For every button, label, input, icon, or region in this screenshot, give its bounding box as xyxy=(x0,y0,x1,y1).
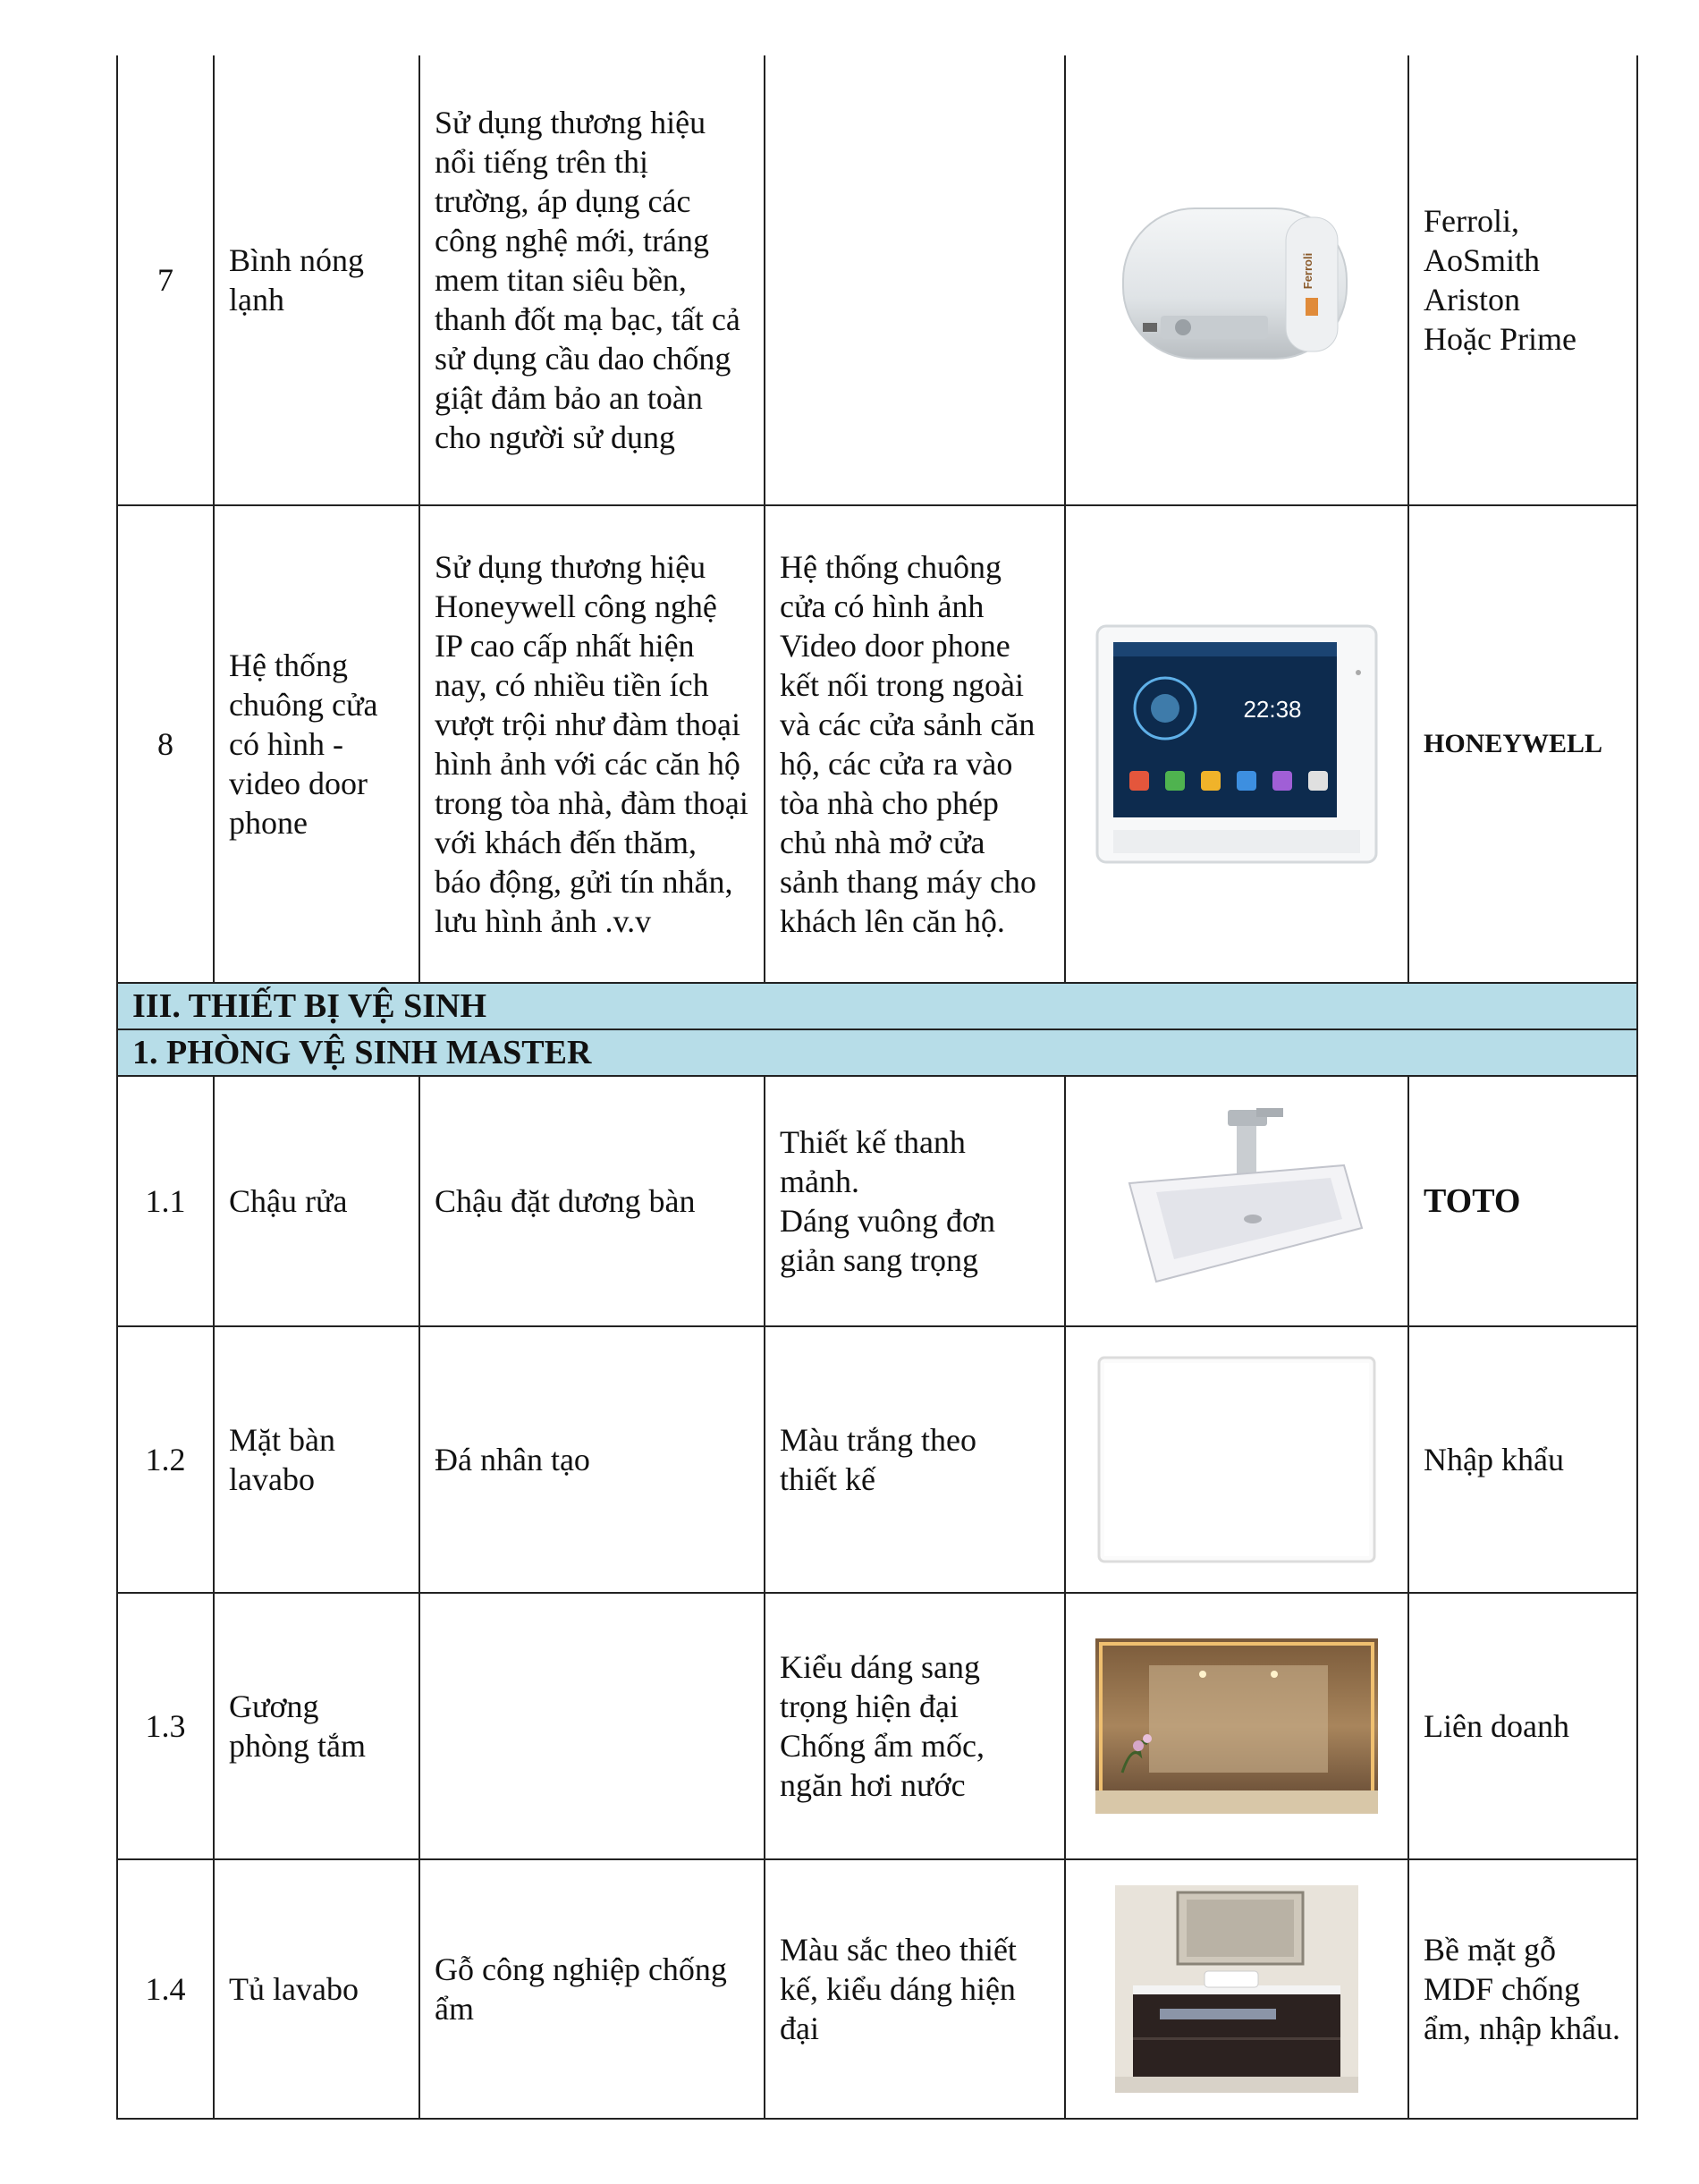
item-material xyxy=(419,1593,765,1859)
item-image-cell xyxy=(1065,1859,1408,2119)
item-brand: TOTO xyxy=(1408,1076,1637,1326)
item-material: Sử dụng thương hiệu nổi tiếng trên thị trường, áp dụng các công nghệ mới, tráng mem titan siêu bền, thanh đốt mạ bạc, tất cả sử dụng cầu dao chống giật đảm bảo an toàn cho người sử dụng xyxy=(419,55,765,505)
item-name: Bình nóng lạnh xyxy=(214,55,419,505)
water-heater-image xyxy=(1107,182,1366,378)
bathroom-mirror-image xyxy=(1095,1638,1378,1814)
item-name: Hệ thống chuông cửa có hình - video door phone xyxy=(214,505,419,983)
item-number: 1.3 xyxy=(117,1593,214,1859)
item-image-cell xyxy=(1065,505,1408,983)
item-brand: HONEYWELL xyxy=(1408,505,1637,983)
item-brand: Bề mặt gỗ MDF chống ẩm, nhập khẩu. xyxy=(1408,1859,1637,2119)
section-heading: III. THIẾT BỊ VỆ SINH xyxy=(117,983,1637,1029)
item-number: 1.2 xyxy=(117,1326,214,1593)
item-description: Thiết kế thanh mảnh. Dáng vuông đơn giản sang trọng xyxy=(765,1076,1065,1326)
table-row-1-1 xyxy=(117,1076,1637,1326)
item-image-cell xyxy=(1065,55,1408,505)
table-row-8 xyxy=(117,505,1637,983)
item-description xyxy=(765,55,1065,505)
item-name: Chậu rửa xyxy=(214,1076,419,1326)
item-brand: Liên doanh xyxy=(1408,1593,1637,1859)
subsection-heading-row xyxy=(117,1029,1637,1076)
item-description: Màu trắng theo thiết kế xyxy=(765,1326,1065,1593)
item-description: Màu sắc theo thiết kế, kiểu dáng hiện đại xyxy=(765,1859,1065,2119)
item-material: Chậu đặt dương bàn xyxy=(419,1076,765,1326)
washbasin-image xyxy=(1103,1103,1371,1299)
item-material: Gỗ công nghiệp chống ẩm xyxy=(419,1859,765,2119)
table-row-1-4 xyxy=(117,1859,1637,2119)
item-description: Hệ thống chuông cửa có hình ảnh Video door phone kết nối trong ngoài và các cửa sảnh căn hộ, các cửa ra vào tòa nhà cho phép chủ nhà mở cửa sảnh thang máy cho khách lên căn hộ. xyxy=(765,505,1065,983)
item-number: 1.1 xyxy=(117,1076,214,1326)
item-material: Đá nhân tạo xyxy=(419,1326,765,1593)
item-name: Tủ lavabo xyxy=(214,1859,419,2119)
item-number: 1.4 xyxy=(117,1859,214,2119)
video-door-phone-image xyxy=(1094,619,1380,869)
equipment-spec-table xyxy=(116,55,1638,2120)
table-row-7 xyxy=(117,55,1637,505)
item-brand: Ferroli, AoSmith Ariston Hoặc Prime xyxy=(1408,55,1637,505)
table-row-1-3 xyxy=(117,1593,1637,1859)
item-image-cell xyxy=(1065,1326,1408,1593)
svg-text:22:38: 22:38 xyxy=(1243,696,1302,723)
table-row-1-2 xyxy=(117,1326,1637,1593)
white-countertop-image xyxy=(1095,1354,1378,1565)
vanity-cabinet-image xyxy=(1115,1885,1358,2093)
item-name: Mặt bàn lavabo xyxy=(214,1326,419,1593)
item-number: 8 xyxy=(117,505,214,983)
item-description: Kiểu dáng sang trọng hiện đại Chống ẩm mốc, ngăn hơi nước xyxy=(765,1593,1065,1859)
section-heading-row xyxy=(117,983,1637,1029)
item-name: Gương phòng tắm xyxy=(214,1593,419,1859)
item-material: Sử dụng thương hiệu Honeywell công nghệ IP cao cấp nhất hiện nay, có nhiều tiền ích vượt trội như đàm thoại hình ảnh với các căn hộ trong tòa nhà, đàm thoại với khách đến thăm, báo động, gửi tín nhắn, lưu hình ảnh .v.v xyxy=(419,505,765,983)
subsection-heading: 1. PHÒNG VỆ SINH MASTER xyxy=(117,1029,1637,1076)
item-brand: Nhập khẩu xyxy=(1408,1326,1637,1593)
item-image-cell xyxy=(1065,1593,1408,1859)
svg-text:Ferroli: Ferroli xyxy=(1301,252,1314,290)
item-number: 7 xyxy=(117,55,214,505)
item-image-cell xyxy=(1065,1076,1408,1326)
